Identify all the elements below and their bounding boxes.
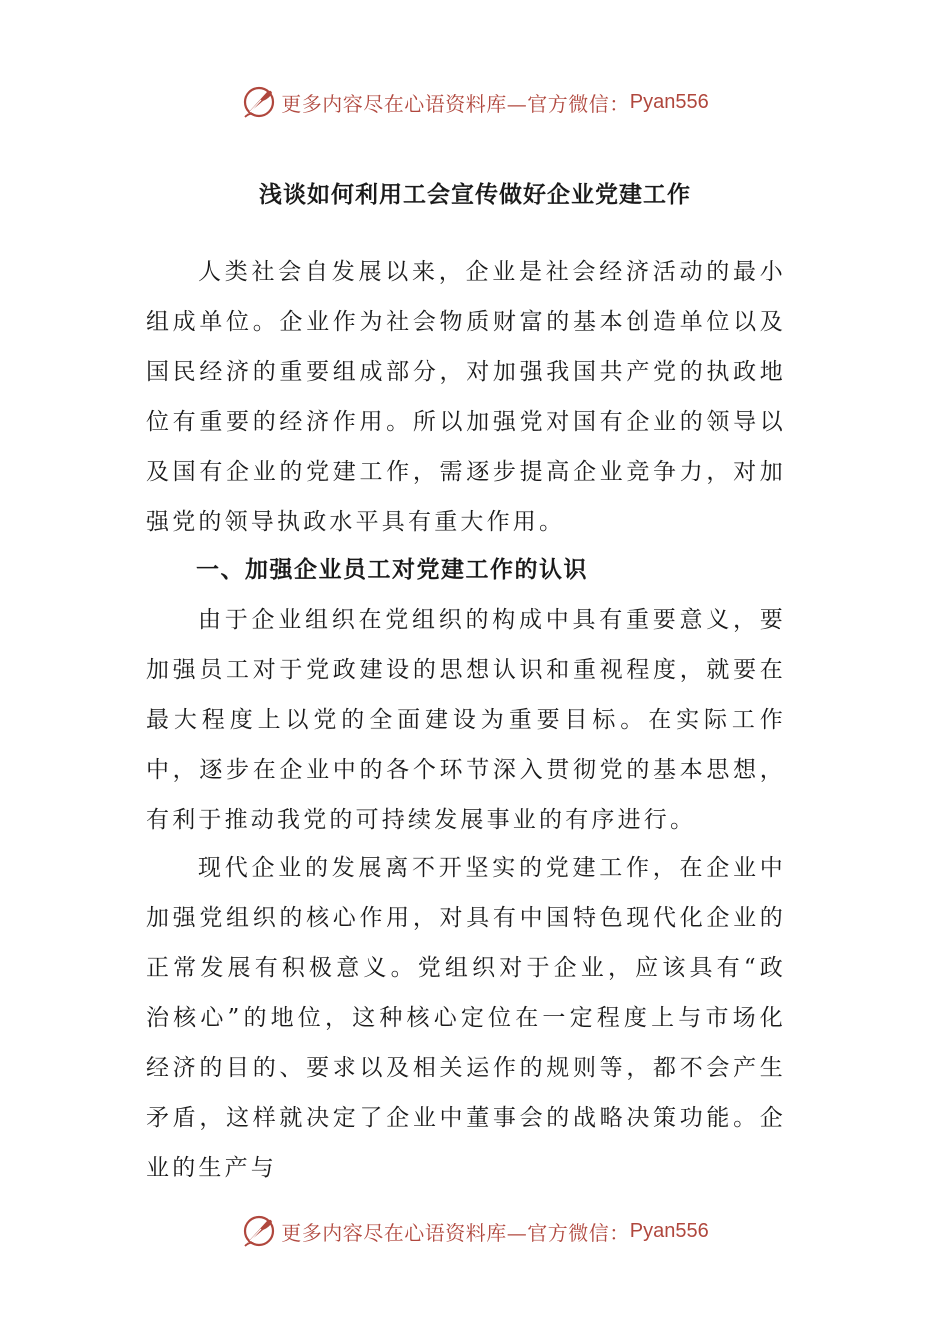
section-heading-1: 一、加强企业员工对党建工作的认识	[196, 556, 588, 583]
paragraph-section-1b: 现代企业的发展离不开坚实的党建工作，在企业中加强党组织的核心作用，对具有中国特色现代化企业的正常发展有积极意义。党组织对于企业，应该具有“政治核心”的地位，这种核心定位在一定程度上与市场化经济的目的、要求以及相关运作的规则等，都不会产生矛盾，这样就决定了企业中董事会的战略决策功能。企业的生产与	[146, 855, 786, 1181]
quill-logo-icon	[241, 84, 277, 120]
quill-logo-icon	[241, 1213, 277, 1249]
watermark-text: 更多内容尽在心语资料库—官方微信：	[281, 1220, 630, 1245]
footer-watermark	[0, 1211, 950, 1251]
wechat-id: Pyan556	[629, 90, 709, 113]
wechat-id: Pyan556	[629, 1219, 709, 1242]
header-watermark	[0, 82, 950, 122]
paragraph-intro: 人类社会自发展以来，企业是社会经济活动的最小组成单位。企业作为社会物质财富的基本创造单位以及国民经济的重要组成部分，对加强我国共产党的执政地位有重要的经济作用。所以加强党对国有企业的领导以及国有企业的党建工作，需逐步提高企业竞争力，对加强党的领导执政水平具有重大作用。	[146, 259, 786, 535]
paragraph-section-1a: 由于企业组织在党组织的构成中具有重要意义，要加强员工对于党政建设的思想认识和重视程度，就要在最大程度上以党的全面建设为重要目标。在实际工作中，逐步在企业中的各个环节深入贯彻党的基本思想，有利于推动我党的可持续发展事业的有序进行。	[146, 607, 786, 833]
watermark-text: 更多内容尽在心语资料库—官方微信：	[281, 91, 630, 116]
document-title: 浅谈如何利用工会宣传做好企业党建工作	[259, 181, 691, 208]
